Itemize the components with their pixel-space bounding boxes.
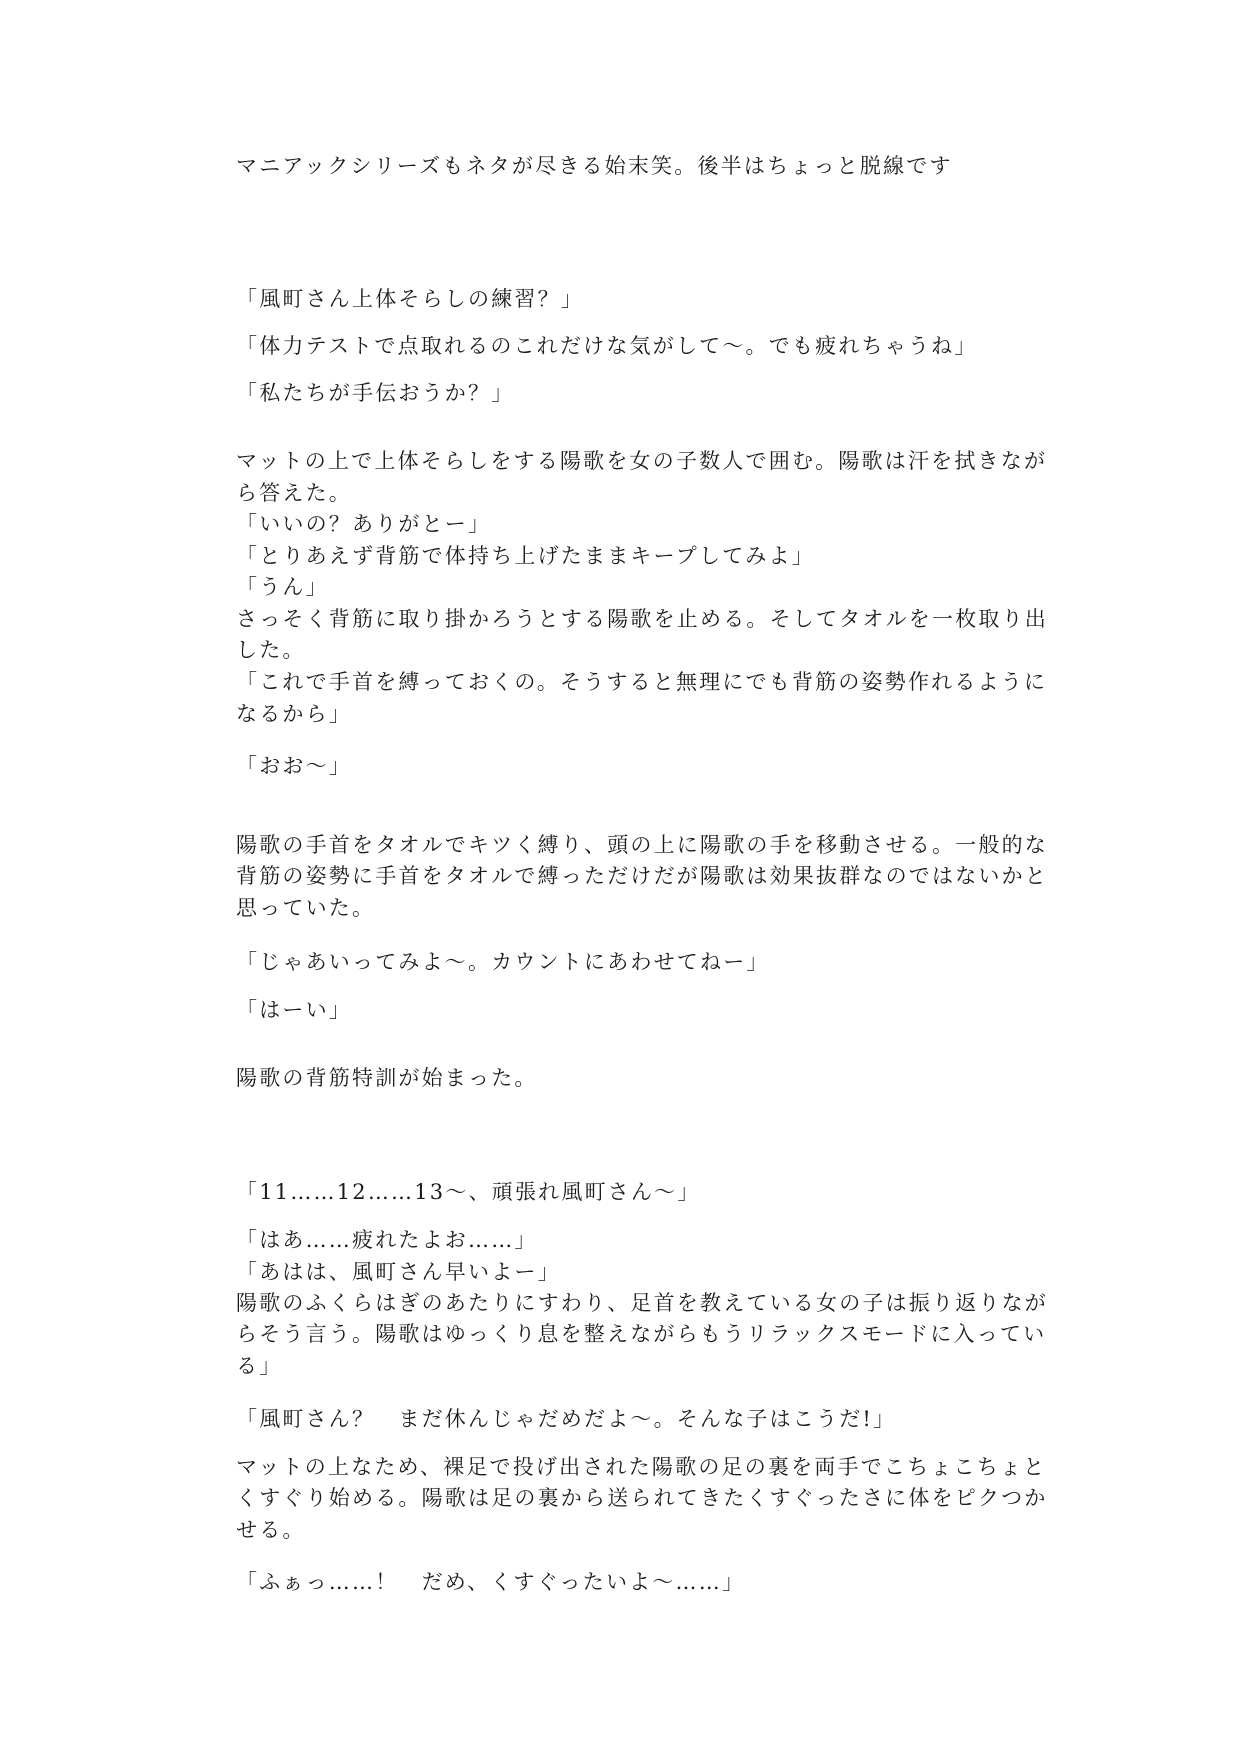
text-line: 「おお〜」: [236, 754, 352, 778]
text-line: マットの上で上体そらしをする陽歌を女の子数人で囲む。陽歌は汗を拭きなが: [236, 449, 1048, 473]
text-line: なるから」: [236, 702, 352, 726]
text-line: 「風町さん上体そらしの練習？」: [236, 287, 584, 311]
text-line: くすぐり始める。陽歌は足の裏から送られてきたくすぐったさに体をピクつか: [236, 1486, 1048, 1510]
text-line: 「とりあえず背筋で体持ち上げたままキープしてみよ」: [236, 544, 815, 568]
text-line: マットの上なため、裸足で投げ出された陽歌の足の裏を両手でこちょこちょと: [236, 1455, 1047, 1479]
text-line: せる。: [236, 1518, 306, 1542]
text-line: 「はーい」: [236, 998, 352, 1022]
text-line: 「ふぁっ……！ だめ、くすぐったいよ〜……」: [236, 1570, 746, 1594]
text-line: 「うん」: [236, 575, 329, 599]
text-line: 「じゃあいってみよ〜。カウントにあわせてねー」: [236, 950, 770, 974]
text-line: 「これで手首を縛っておくの。そうすると無理にでも背筋の姿勢作れるように: [236, 670, 1048, 694]
text-line: 「私たちが手伝おうか？」: [236, 381, 515, 405]
text-line: 陽歌の背筋特訓が始まった。: [236, 1066, 538, 1090]
text-line: 「あはは、風町さん早いよー」: [236, 1260, 561, 1284]
text-line: らそう言う。陽歌はゆっくり息を整えながらもうリラックスモードに入ってい: [236, 1322, 1047, 1346]
text-line: 思っていた。: [236, 896, 376, 920]
text-line: 陽歌のふくらはぎのあたりにすわり、足首を教えている女の子は振り返りなが: [236, 1291, 1048, 1315]
text-line: さっそく背筋に取り掛かろうとする陽歌を止める。そしてタオルを一枚取り出: [236, 607, 1048, 631]
text-line: 「はあ……疲れたよお……」: [236, 1228, 538, 1252]
text-line: 「体力テストで点取れるのこれだけな気がして〜。でも疲れちゃうね」: [236, 334, 978, 358]
text-line: した。: [236, 638, 306, 662]
text-line: 背筋の姿勢に手首をタオルで縛っただけだが陽歌は効果抜群なのではないかと: [236, 864, 1048, 888]
text-line: る」: [236, 1354, 283, 1378]
text-line: マニアックシリーズもネタが尽きる始末笑。後半はちょっと脱線です: [236, 154, 953, 178]
text-line: 「いいの？ありがとー」: [236, 512, 492, 536]
text-line: 「風町さん？ まだ休んじゃだめだよ〜。そんな子はこうだ!」: [236, 1407, 897, 1431]
text-line: 陽歌の手首をタオルでキツく縛り、頭の上に陽歌の手を移動させる。一般的な: [236, 833, 1048, 857]
text-line: 「11……12……13〜、頑張れ風町さん〜」: [236, 1180, 701, 1204]
text-line: ら答えた。: [236, 481, 352, 505]
